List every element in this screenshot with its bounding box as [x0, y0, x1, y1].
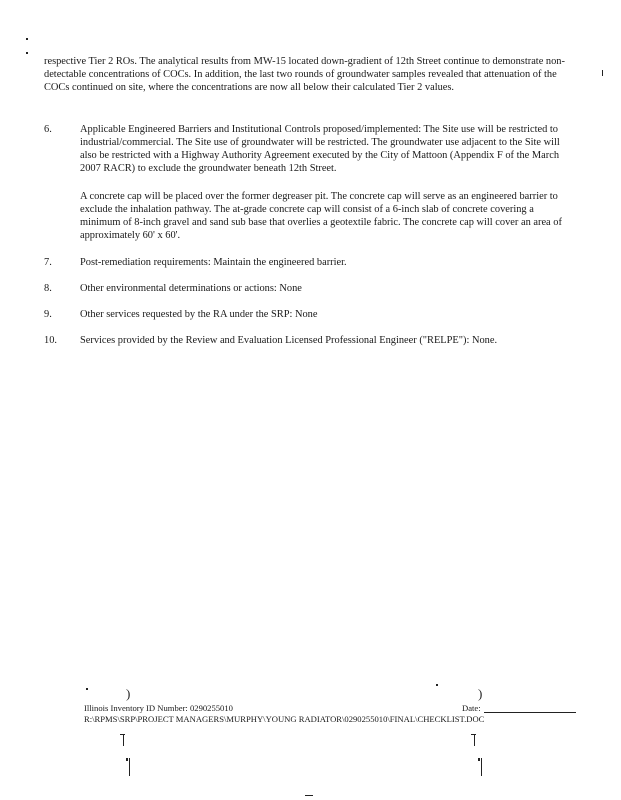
- date-signature-line: [484, 712, 576, 713]
- item-number: 10.: [44, 335, 57, 346]
- item-number: 7.: [44, 257, 52, 268]
- scan-speck: [86, 688, 88, 690]
- hole-punch-mark: ): [126, 686, 131, 701]
- item-text: Services provided by the Review and Evaluation Licensed Professional Engineer ("RELPE"): None.: [80, 335, 498, 346]
- item-number: 8.: [44, 283, 52, 294]
- item-text: Post-remediation requirements: Maintain the engineered barrier.: [80, 257, 347, 268]
- item-number: 6.: [44, 124, 52, 135]
- inventory-id: Illinois Inventory ID Number: 0290255010: [84, 703, 233, 713]
- intro-paragraph: respective Tier 2 ROs. The analytical results from MW-15 located down-gradient of 12th Street continue to demonstrate non-detectable concentrations of COCs. In addition, the last two rounds of groundwater samples revealed that attenuation of the COCs continued on site, where the concentrations are now all below their calculated Tier 2 values.: [44, 56, 565, 93]
- scan-speck: [26, 52, 28, 54]
- item-text: Applicable Engineered Barriers and Institutional Controls proposed/implemented: The Site use will be restricted to industrial/commercial. The Site use of groundwater will be restricted. The groundwater use adjacent to the Site will also be restricted with a Highway Authority Agreement executed by the City of Mattoon (Appendix F of the March 2007 RACR) to exclude the groundwater beneath 12th Street.: [80, 124, 560, 174]
- scan-speck: [305, 795, 313, 796]
- scan-speck: [602, 70, 603, 76]
- hole-punch-mark: ): [478, 686, 483, 701]
- scan-speck: [436, 684, 438, 686]
- scan-line: [474, 734, 475, 746]
- scan-line: [123, 734, 124, 746]
- scan-speck: [126, 758, 128, 761]
- item-text: Other environmental determinations or actions: None: [80, 283, 302, 294]
- scan-line: [129, 758, 130, 776]
- scan-speck: [26, 38, 28, 40]
- scan-speck: [478, 758, 480, 761]
- scan-line: [481, 758, 482, 776]
- item-text: Other services requested by the RA under the SRP: None: [80, 309, 318, 320]
- item-number: 9.: [44, 309, 52, 320]
- scan-line: [471, 734, 476, 735]
- scan-line: [120, 734, 125, 735]
- file-path: R:\RPMS\SRP\PROJECT MANAGERS\MURPHY\YOUNG RADIATOR\0290255010\FINAL\CHECKLIST.DOC: [84, 714, 485, 724]
- item-6-subparagraph: A concrete cap will be placed over the former degreaser pit. The concrete cap will serve as an engineered barrier to exclude the inhalation pathway. The at-grade concrete cap will consist of a 6-inch slab of concrete covering a minimum of 8-inch gravel and sand sub base that overlies a geotextile fabric. The concrete cap will cover an area of approximately 60' x 60'.: [80, 191, 562, 241]
- date-label: Date:: [462, 703, 481, 713]
